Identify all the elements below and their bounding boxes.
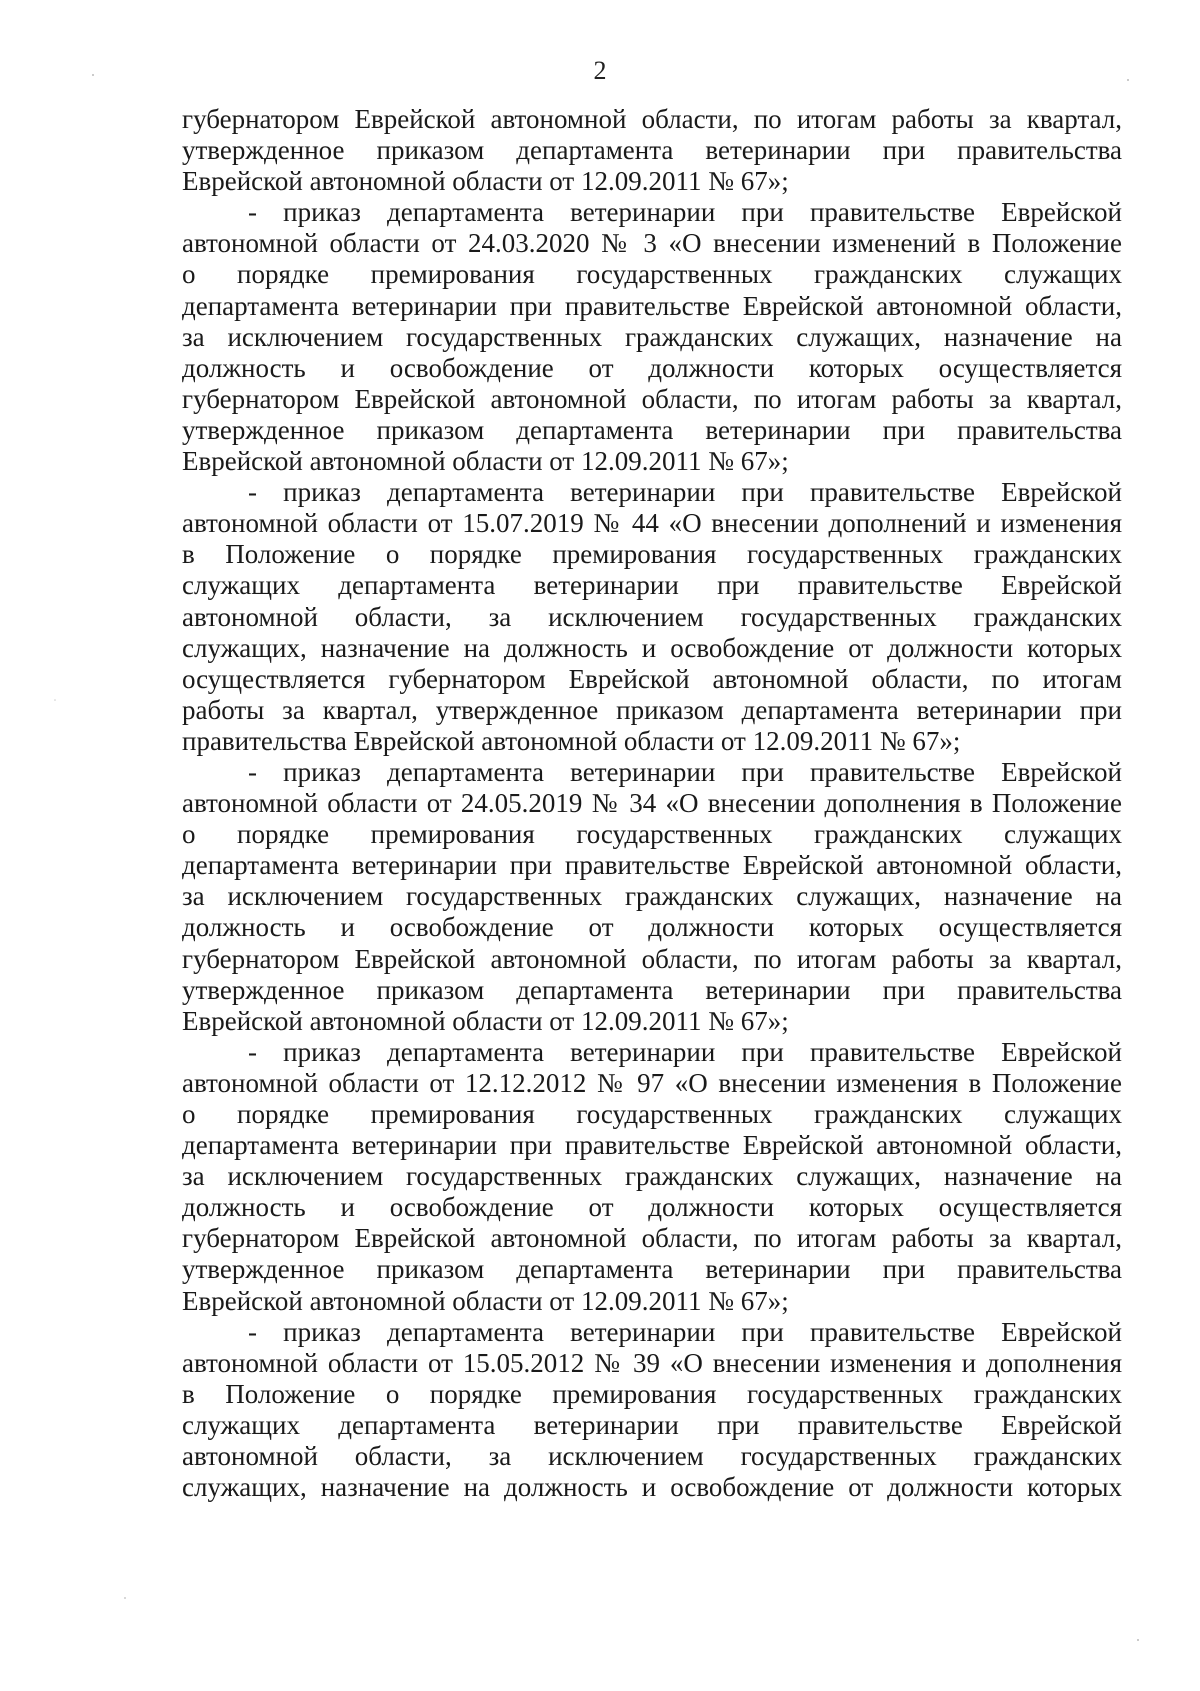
scan-speck: [54, 699, 56, 701]
text-line: служащих департамента ветеринарии при правительстве Еврейской: [182, 1409, 1122, 1440]
page-number: 2: [593, 56, 607, 85]
text-line: Еврейской автономной области от 12.09.2011 № 67»;: [182, 1285, 789, 1316]
paragraph: [182, 197, 1122, 477]
text-line: губернатором Еврейской автономной области, по итогам работы за квартал,: [182, 1223, 1122, 1254]
text-line: за исключением государственных гражданских служащих, назначение на: [182, 1161, 1122, 1192]
paragraph: [182, 757, 1122, 1037]
text-line: утвержденное приказом департамента ветеринарии при правительства: [182, 414, 1122, 445]
text-line: служащих, назначение на должность и освобождение от должности которых: [182, 1472, 1122, 1503]
text-line: автономной области, за исключением государственных гражданских: [182, 601, 1122, 632]
scan-speck: [1137, 1639, 1139, 1641]
text-line: правительства Еврейской автономной области от 12.09.2011 № 67»;: [182, 725, 961, 756]
text-line: Еврейской автономной области от 12.09.2011 № 67»;: [182, 446, 789, 477]
paragraph: [182, 477, 1122, 757]
text-line: автономной области от 15.07.2019 № 44 «О внесении дополнений и изменения: [182, 508, 1122, 539]
text-line: Еврейской автономной области от 12.09.2011 № 67»;: [182, 166, 789, 197]
text-line: департамента ветеринарии при правительстве Еврейской автономной области,: [182, 290, 1122, 321]
text-line: автономной области от 12.12.2012 № 97 «О внесении изменения в Положение: [182, 1067, 1122, 1098]
text-line: работы за квартал, утвержденное приказом департамента ветеринарии при: [182, 694, 1122, 725]
document-body: [182, 104, 1122, 1503]
text-line: - приказ департамента ветеринарии при правительстве Еврейской: [248, 1036, 1122, 1067]
text-line: - приказ департамента ветеринарии при правительстве Еврейской: [248, 197, 1122, 228]
text-line: о порядке премирования государственных гражданских служащих: [182, 819, 1122, 850]
text-line: утвержденное приказом департамента ветеринарии при правительства: [182, 974, 1122, 1005]
text-line: губернатором Еврейской автономной области, по итогам работы за квартал,: [182, 383, 1122, 414]
text-line: автономной области от 15.05.2012 № 39 «О внесении изменения и дополнения: [182, 1347, 1122, 1378]
text-line: Еврейской автономной области от 12.09.2011 № 67»;: [182, 1005, 789, 1036]
scan-speck: [124, 1597, 126, 1599]
text-line: в Положение о порядке премирования государственных гражданских: [182, 539, 1122, 570]
text-line: - приказ департамента ветеринарии при правительстве Еврейской: [248, 477, 1122, 508]
text-line: - приказ департамента ветеринарии при правительстве Еврейской: [248, 756, 1122, 787]
text-line: автономной области от 24.05.2019 № 34 «О внесении дополнения в Положение: [182, 788, 1122, 819]
text-line: служащих, назначение на должность и освобождение от должности которых: [182, 632, 1122, 663]
paragraph: [182, 104, 1122, 197]
paragraph: [182, 1317, 1122, 1504]
text-line: должность и освобождение от должности которых осуществляется: [182, 352, 1122, 383]
text-line: - приказ департамента ветеринарии при правительстве Еврейской: [248, 1316, 1122, 1347]
text-line: утвержденное приказом департамента ветеринарии при правительства: [182, 1254, 1122, 1285]
text-line: автономной области, за исключением государственных гражданских: [182, 1441, 1122, 1472]
text-line: о порядке премирования государственных гражданских служащих: [182, 259, 1122, 290]
text-line: департамента ветеринарии при правительстве Еврейской автономной области,: [182, 1130, 1122, 1161]
text-line: должность и освобождение от должности которых осуществляется: [182, 1192, 1122, 1223]
text-line: за исключением государственных гражданских служащих, назначение на: [182, 321, 1122, 352]
text-line: служащих департамента ветеринарии при правительстве Еврейской: [182, 570, 1122, 601]
text-line: за исключением государственных гражданских служащих, назначение на: [182, 881, 1122, 912]
text-line: в Положение о порядке премирования государственных гражданских: [182, 1378, 1122, 1409]
text-line: автономной области от 24.03.2020 № 3 «О внесении изменений в Положение: [182, 228, 1122, 259]
text-line: должность и освобождение от должности которых осуществляется: [182, 912, 1122, 943]
paragraph: [182, 1037, 1122, 1317]
text-line: губернатором Еврейской автономной области, по итогам работы за квартал,: [182, 943, 1122, 974]
text-line: департамента ветеринарии при правительстве Еврейской автономной области,: [182, 850, 1122, 881]
text-line: осуществляется губернатором Еврейской автономной области, по итогам: [182, 663, 1122, 694]
text-line: губернатором Еврейской автономной области, по итогам работы за квартал,: [182, 104, 1122, 134]
text-line: о порядке премирования государственных гражданских служащих: [182, 1099, 1122, 1129]
text-line: утвержденное приказом департамента ветеринарии при правительства: [182, 135, 1122, 166]
